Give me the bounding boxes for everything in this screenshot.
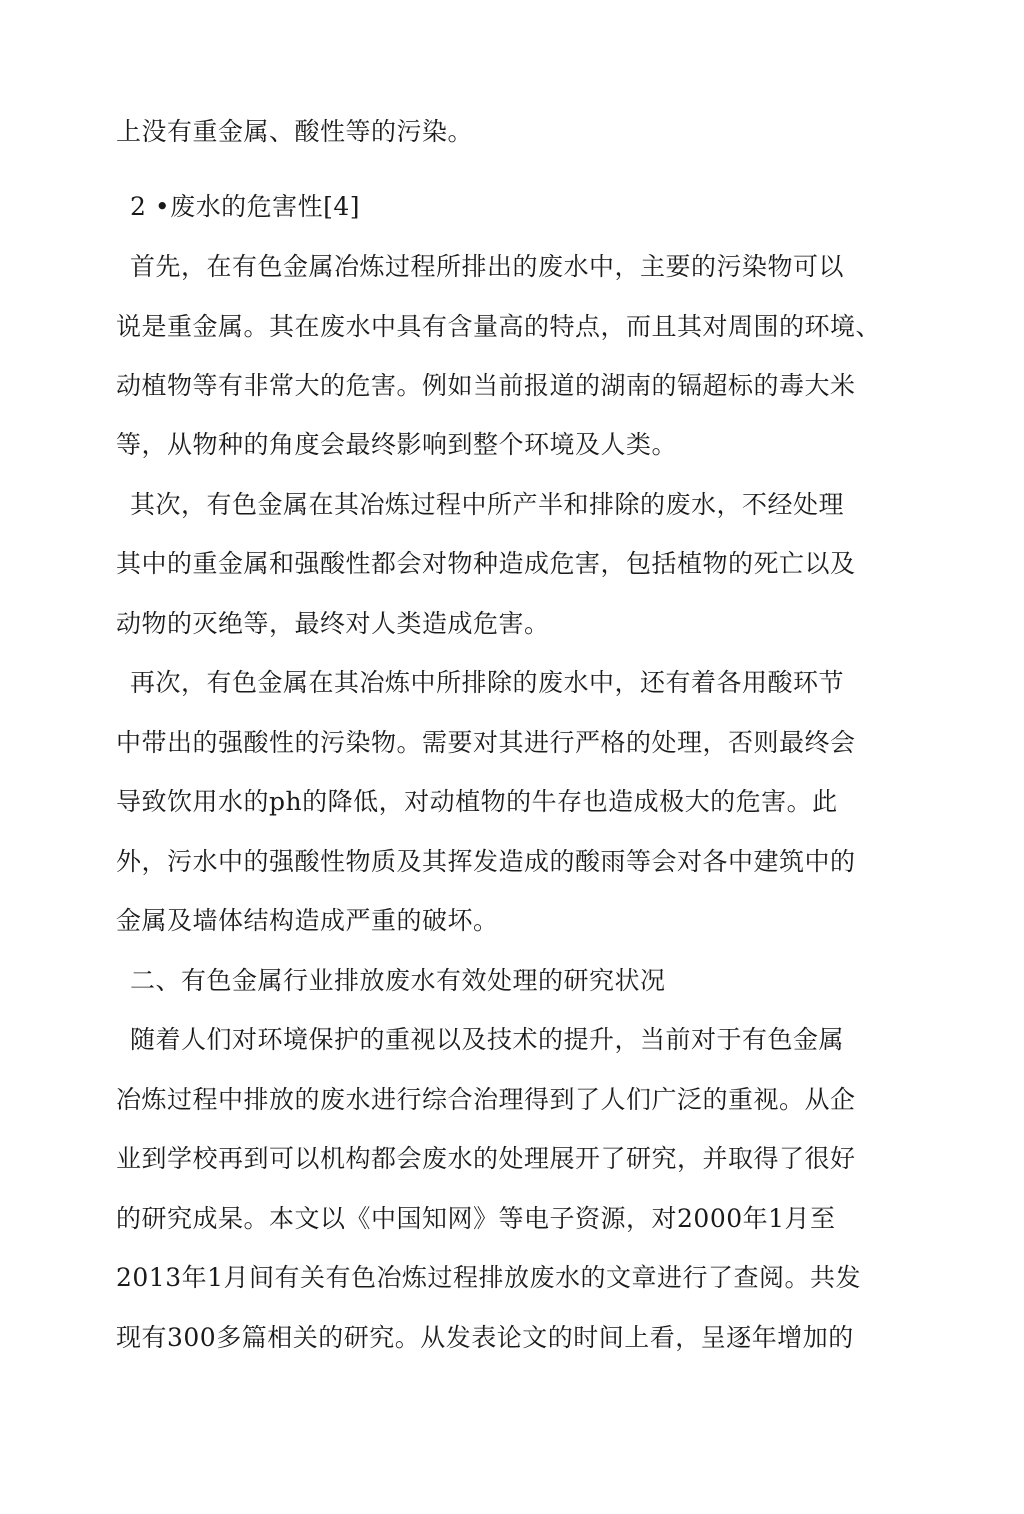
text-line: 随着人们对环境保护的重视以及技术的提升，当前对于有色金属 [130, 1025, 845, 1054]
text-line: 冶炼过程中排放的废水进行综合治理得到了人们广泛的重视。从企 [116, 1085, 856, 1114]
text-line: 动植物等有非常大的危害。例如当前报道的湖南的镉超标的毒大米 [116, 371, 856, 400]
text-line: 金属及墙体结构造成严重的破坏。 [116, 906, 499, 935]
text-line: 现有300多篇相关的研究。从发表论文的时间上看，呈逐年增加的 [116, 1323, 854, 1352]
text-line: 导致饮用水的ph的降低，对动植物的牛存也造成极大的危害。此 [116, 787, 838, 816]
text-line: 中带出的强酸性的污染物。需要对其进行严格的处理，否则最终会 [116, 728, 856, 757]
text-line: 说是重金属。其在废水中具有含量高的特点，而且其对周围的环境、 [116, 312, 882, 341]
section-heading: 2 •废水的危害性[4] [130, 192, 361, 221]
text-line: 的研究成杲。本文以《中国知网》等电子资源，对2000年1月至 [116, 1204, 836, 1233]
text-line: 其次，有色金属在其冶炼过程中所产半和排除的废水，不经处理 [130, 490, 845, 519]
text-line: 2013年1月间有关有色冶炼过程排放废水的文章进行了查阅。共发 [116, 1263, 862, 1292]
text-line: 上没有重金属、酸性等的污染。 [116, 117, 474, 146]
text-line: 动物的灭绝等，最终对人类造成危害。 [116, 609, 550, 638]
section-heading: 二、有色金属行业排放废水有效处理的研究状况 [130, 966, 666, 995]
text-line: 其中的重金属和强酸性都会对物种造成危害，包括植物的死亡以及 [116, 549, 856, 578]
text-line: 首先，在有色金属冶炼过程所排出的废水中，主要的污染物可以 [130, 252, 845, 281]
text-line: 等，从物种的角度会最终影响到整个环境及人类。 [116, 430, 678, 459]
text-line: 外，污水中的强酸性物质及其挥发造成的酸雨等会对各中建筑中的 [116, 847, 856, 876]
text-line: 再次，有色金属在其冶炼中所排除的废水中，还有着各用酸环节 [130, 668, 845, 697]
text-line: 业到学校再到可以机构都会废水的处理展开了研究，并取得了很好 [116, 1144, 856, 1173]
